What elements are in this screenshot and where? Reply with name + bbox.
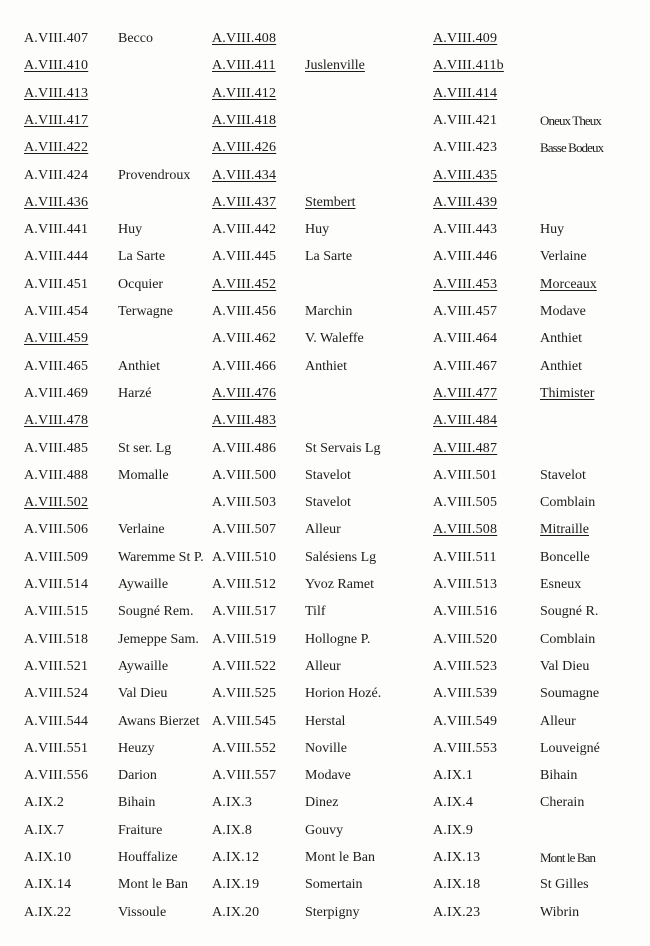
code-col-2: A.IX.12	[212, 850, 260, 865]
code-col-3: A.VIII.414	[433, 85, 498, 101]
code-col-1: A.VIII.551	[24, 740, 89, 756]
table-row	[0, 738, 650, 760]
place-col-3: Mitraille	[540, 522, 589, 538]
code-col-1: A.IX.14	[24, 877, 72, 893]
place-col-1: Verlaine	[118, 522, 165, 538]
table-row	[0, 28, 650, 50]
place-col-3: Sougné R.	[540, 604, 599, 620]
table-row	[0, 383, 650, 405]
table-row	[0, 192, 650, 214]
place-col-1: Aywaille	[118, 658, 169, 674]
code-col-1: A.VIII.502	[24, 495, 89, 511]
place-col-3: Modave	[540, 304, 586, 319]
place-col-1: Waremme St P.	[118, 549, 204, 565]
place-col-3: Stavelot	[540, 467, 586, 483]
table-row	[0, 601, 650, 623]
code-col-2: A.VIII.411	[212, 58, 276, 74]
table-row	[0, 83, 650, 105]
place-col-1: Awans Bierzet	[118, 713, 200, 729]
code-col-3: A.VIII.453	[433, 276, 498, 292]
place-col-2: Juslenville	[305, 58, 365, 74]
code-col-3: A.IX.4	[433, 795, 474, 811]
code-col-1: A.VIII.515	[24, 604, 89, 620]
code-col-1: A.IX.7	[24, 822, 65, 838]
table-row	[0, 574, 650, 596]
code-col-1: A.VIII.521	[24, 658, 89, 674]
place-col-2: Alleur	[305, 658, 341, 674]
place-col-1: Becco	[118, 31, 153, 46]
place-col-3: Cherain	[540, 795, 585, 811]
place-col-3: Anthiet	[540, 331, 582, 347]
code-col-2: A.VIII.552	[212, 740, 277, 756]
code-col-1: A.VIII.524	[24, 686, 89, 702]
place-col-2: Marchin	[305, 304, 353, 319]
code-col-3: A.VIII.435	[433, 167, 498, 183]
place-col-3: Alleur	[540, 713, 576, 729]
place-col-2: Horion Hozé.	[305, 686, 382, 702]
code-col-1: A.VIII.407	[24, 31, 89, 46]
place-col-1: Houffalize	[118, 850, 178, 865]
place-col-1: Mont le Ban	[118, 877, 188, 893]
code-col-1: A.VIII.544	[24, 713, 89, 729]
code-col-1: A.VIII.485	[24, 440, 89, 456]
table-row	[0, 547, 650, 569]
place-col-3: Louveigné	[540, 740, 600, 756]
code-col-2: A.VIII.517	[212, 604, 277, 620]
code-col-3: A.VIII.513	[433, 577, 498, 592]
place-col-2: Gouvy	[305, 822, 344, 838]
code-col-2: A.VIII.462	[212, 331, 277, 347]
code-col-1: A.IX.10	[24, 850, 72, 865]
code-col-3: A.VIII.443	[433, 222, 498, 238]
place-col-2: Mont le Ban	[305, 850, 375, 865]
code-col-3: A.VIII.487	[433, 440, 498, 456]
code-col-3: A.VIII.523	[433, 658, 498, 674]
place-col-3: Esneux	[540, 577, 582, 592]
code-col-1: A.VIII.417	[24, 112, 89, 128]
place-col-1: Fraiture	[118, 822, 163, 838]
table-row	[0, 137, 650, 159]
code-col-2: A.VIII.466	[212, 358, 277, 374]
code-col-2: A.VIII.445	[212, 249, 277, 265]
code-col-3: A.IX.1	[433, 768, 474, 784]
code-col-1: A.IX.2	[24, 795, 65, 811]
table-row	[0, 847, 650, 869]
code-col-3: A.VIII.505	[433, 495, 498, 511]
code-col-1: A.VIII.454	[24, 304, 89, 319]
code-col-3: A.VIII.516	[433, 604, 498, 620]
code-col-3: A.VIII.484	[433, 413, 498, 429]
table-row	[0, 465, 650, 487]
code-col-3: A.IX.18	[433, 877, 481, 893]
code-col-2: A.VIII.503	[212, 495, 277, 511]
place-col-1: Bihain	[118, 795, 156, 811]
code-col-1: A.VIII.478	[24, 413, 89, 429]
code-col-2: A.VIII.418	[212, 112, 277, 128]
code-col-1: A.VIII.488	[24, 467, 89, 483]
place-col-1: Darion	[118, 768, 157, 784]
place-col-1: Vissoule	[118, 904, 167, 920]
code-col-3: A.VIII.511	[433, 549, 497, 565]
code-col-1: A.IX.22	[24, 904, 72, 920]
code-col-2: A.VIII.522	[212, 658, 277, 674]
code-col-1: A.VIII.556	[24, 768, 89, 784]
place-col-2: Noville	[305, 740, 347, 756]
code-col-2: A.VIII.483	[212, 413, 277, 429]
place-col-2: V. Waleffe	[305, 331, 364, 347]
place-col-2: La Sarte	[305, 249, 353, 265]
table-row	[0, 874, 650, 896]
table-row	[0, 274, 650, 296]
place-col-3: Comblain	[540, 495, 596, 511]
code-col-2: A.VIII.519	[212, 631, 277, 647]
place-col-2: Huy	[305, 222, 330, 238]
place-col-2: Herstal	[305, 713, 346, 729]
code-col-2: A.VIII.426	[212, 140, 277, 156]
place-col-3: Comblain	[540, 631, 596, 647]
code-col-3: A.VIII.553	[433, 740, 498, 756]
code-col-3: A.VIII.520	[433, 631, 498, 647]
code-col-1: A.VIII.459	[24, 331, 89, 347]
code-col-3: A.IX.9	[433, 822, 474, 838]
table-row	[0, 301, 650, 323]
place-col-1: Ocquier	[118, 276, 164, 292]
place-col-2: Sterpigny	[305, 904, 360, 920]
code-col-3: A.VIII.439	[433, 194, 498, 210]
code-col-2: A.IX.8	[212, 822, 253, 838]
code-col-1: A.VIII.469	[24, 385, 89, 401]
table-row	[0, 492, 650, 514]
place-col-2: Somertain	[305, 877, 363, 893]
place-col-1: Val Dieu	[118, 686, 168, 702]
code-col-1: A.VIII.422	[24, 140, 89, 156]
table-row	[0, 792, 650, 814]
code-col-1: A.VIII.436	[24, 194, 89, 210]
table-row	[0, 55, 650, 77]
code-col-2: A.VIII.476	[212, 385, 277, 401]
code-col-1: A.VIII.465	[24, 358, 89, 374]
place-col-2: Modave	[305, 768, 351, 784]
code-col-1: A.VIII.424	[24, 167, 89, 183]
code-col-1: A.VIII.444	[24, 249, 89, 265]
table-row	[0, 629, 650, 651]
code-col-2: A.VIII.408	[212, 31, 277, 46]
table-row	[0, 328, 650, 350]
code-col-2: A.VIII.486	[212, 440, 277, 456]
place-col-2: St Servais Lg	[305, 440, 381, 456]
code-col-2: A.VIII.456	[212, 304, 277, 319]
code-col-1: A.VIII.410	[24, 58, 89, 74]
code-col-3: A.VIII.467	[433, 358, 498, 374]
code-col-3: A.VIII.421	[433, 112, 498, 128]
code-col-2: A.VIII.412	[212, 85, 277, 101]
code-col-3: A.VIII.508	[433, 522, 498, 538]
code-col-2: A.VIII.507	[212, 522, 277, 538]
place-col-2: Yvoz Ramet	[305, 577, 374, 592]
table-row	[0, 519, 650, 541]
table-row	[0, 902, 650, 924]
code-col-2: A.VIII.500	[212, 467, 277, 483]
code-col-3: A.VIII.411b	[433, 58, 504, 74]
place-col-3: Basse Bodeux	[540, 140, 604, 156]
place-col-2: Salésiens Lg	[305, 549, 377, 565]
code-col-3: A.VIII.549	[433, 713, 498, 729]
place-col-1: La Sarte	[118, 249, 166, 265]
code-col-1: A.VIII.509	[24, 549, 89, 565]
table-row	[0, 410, 650, 432]
code-col-1: A.VIII.451	[24, 276, 89, 292]
table-row	[0, 820, 650, 842]
place-col-1: Harzé	[118, 385, 152, 401]
code-col-2: A.VIII.437	[212, 194, 277, 210]
table-row	[0, 165, 650, 187]
place-col-3: Val Dieu	[540, 658, 590, 674]
place-col-3: Oneux Theux	[540, 112, 601, 128]
code-col-3: A.VIII.477	[433, 385, 498, 401]
code-col-3: A.VIII.446	[433, 249, 498, 265]
place-col-2: Anthiet	[305, 358, 347, 374]
code-col-1: A.VIII.413	[24, 85, 89, 101]
place-col-1: Aywaille	[118, 577, 169, 592]
place-col-2: Stavelot	[305, 467, 351, 483]
place-col-2: Dinez	[305, 795, 339, 811]
table-row	[0, 246, 650, 268]
place-col-2: Alleur	[305, 522, 341, 538]
code-col-2: A.VIII.557	[212, 768, 277, 784]
table-row	[0, 438, 650, 460]
place-col-2: Tilf	[305, 604, 326, 620]
place-col-1: Sougné Rem.	[118, 604, 194, 620]
code-col-3: A.IX.23	[433, 904, 481, 920]
code-col-3: A.VIII.464	[433, 331, 498, 347]
place-col-3: Bihain	[540, 768, 578, 784]
code-col-2: A.VIII.545	[212, 713, 277, 729]
place-col-3: Wibrin	[540, 904, 580, 920]
place-col-2: Stembert	[305, 194, 356, 210]
place-col-1: Terwagne	[118, 304, 173, 319]
code-col-3: A.VIII.539	[433, 686, 498, 702]
place-col-1: Jemeppe Sam.	[118, 631, 199, 647]
place-col-1: Anthiet	[118, 358, 160, 374]
place-col-1: Huy	[118, 222, 143, 238]
code-col-1: A.VIII.518	[24, 631, 89, 647]
code-col-3: A.VIII.423	[433, 140, 498, 156]
table-row	[0, 711, 650, 733]
place-col-3: St Gilles	[540, 877, 589, 893]
code-col-2: A.VIII.525	[212, 686, 277, 702]
place-col-1: Provendroux	[118, 167, 191, 183]
code-col-3: A.VIII.457	[433, 304, 498, 319]
place-col-3: Verlaine	[540, 249, 587, 265]
code-col-2: A.VIII.442	[212, 222, 277, 238]
code-col-1: A.VIII.506	[24, 522, 89, 538]
table-row	[0, 219, 650, 241]
table-row	[0, 356, 650, 378]
code-col-2: A.VIII.452	[212, 276, 277, 292]
place-col-3: Soumagne	[540, 686, 600, 702]
code-col-2: A.IX.3	[212, 795, 253, 811]
code-col-1: A.VIII.441	[24, 222, 89, 238]
place-col-1: St ser. Lg	[118, 440, 172, 456]
table-row	[0, 656, 650, 678]
place-col-2: Stavelot	[305, 495, 351, 511]
place-col-1: Heuzy	[118, 740, 155, 756]
code-col-2: A.VIII.510	[212, 549, 277, 565]
code-col-2: A.IX.20	[212, 904, 260, 920]
place-col-3: Anthiet	[540, 358, 582, 374]
place-col-2: Hollogne P.	[305, 631, 371, 647]
code-col-2: A.VIII.434	[212, 167, 277, 183]
table-row	[0, 765, 650, 787]
place-col-3: Morceaux	[540, 276, 597, 292]
code-col-3: A.IX.13	[433, 850, 481, 865]
table-row	[0, 110, 650, 132]
table-row	[0, 683, 650, 705]
code-col-2: A.IX.19	[212, 877, 260, 893]
code-col-3: A.VIII.501	[433, 467, 498, 483]
code-col-1: A.VIII.514	[24, 577, 89, 592]
place-col-1: Momalle	[118, 467, 169, 483]
code-col-3: A.VIII.409	[433, 31, 498, 46]
place-col-3: Huy	[540, 222, 565, 238]
place-col-3: Thimister	[540, 385, 595, 401]
code-col-2: A.VIII.512	[212, 577, 277, 592]
place-col-3: Mont le Ban	[540, 850, 596, 865]
place-col-3: Boncelle	[540, 549, 590, 565]
